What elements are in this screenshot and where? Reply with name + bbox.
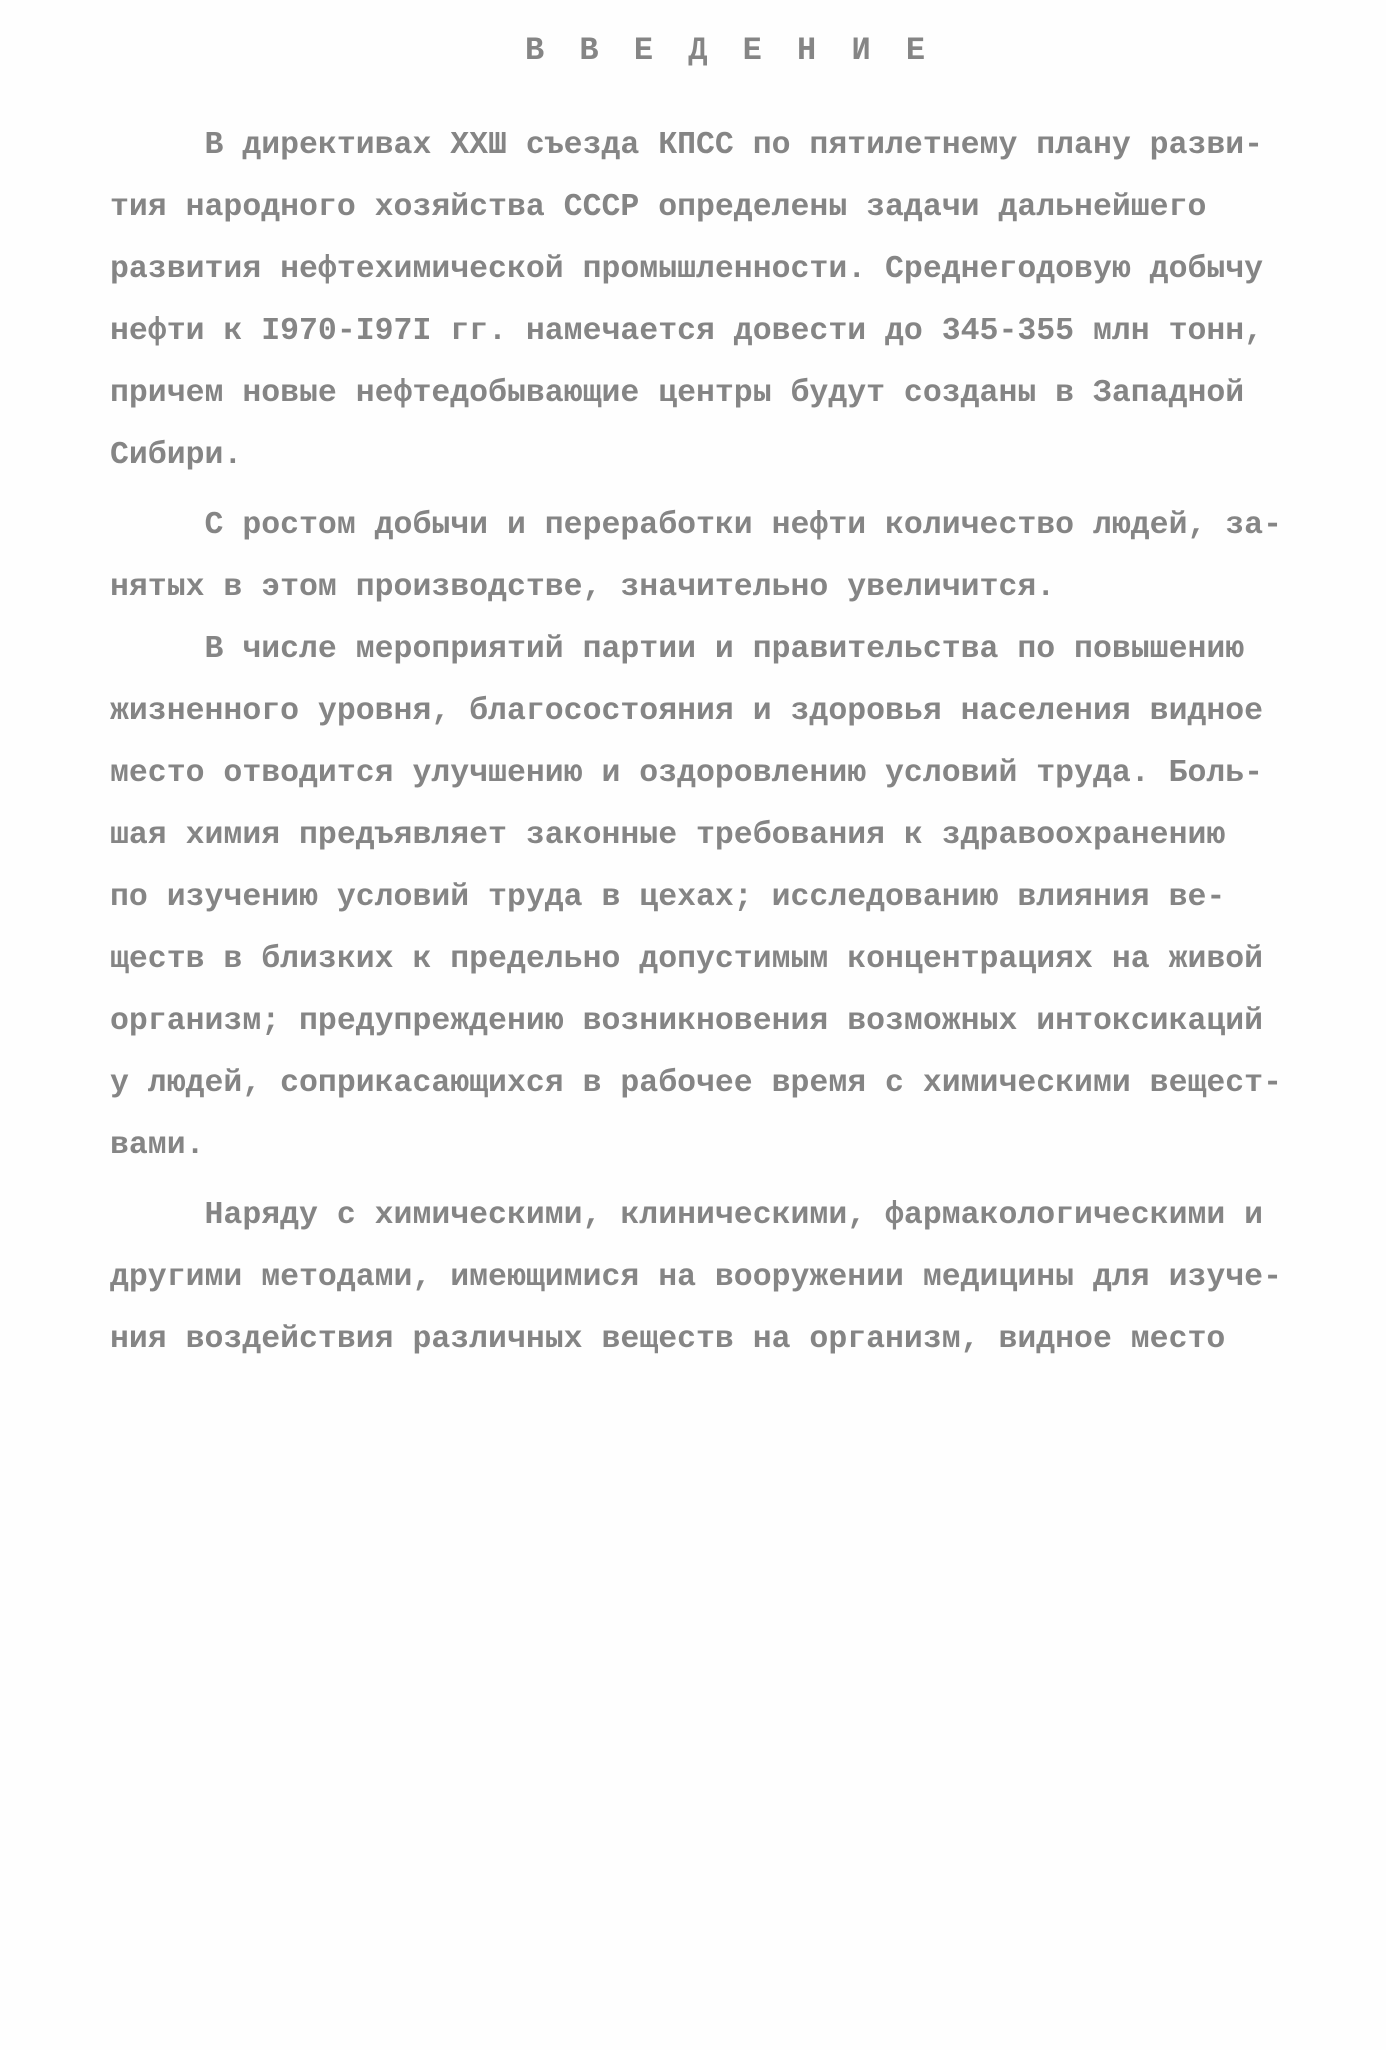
text-line-5: причем новые нефтедобывающие центры будут созданы в Западной bbox=[110, 376, 1245, 411]
text-line-1: В директивах XXШ съезда КПСС по пятилетнему плану разви- bbox=[110, 128, 1264, 163]
text-line-4: нефти к I970-I97I гг. намечается довести до 345-355 млн тонн, bbox=[110, 314, 1264, 349]
text-line-10: жизненного уровня, благосостояния и здоровья населения видное bbox=[110, 694, 1264, 729]
text-line-2: тия народного хозяйства СССР определены задачи дальнейшего bbox=[110, 190, 1207, 225]
text-line-11: место отводится улучшению и оздоровлению условий труда. Боль- bbox=[110, 756, 1264, 791]
page-title: В В Е Д Е Н И Е bbox=[525, 32, 934, 69]
text-line-6: Сибири. bbox=[110, 438, 243, 473]
text-line-9: В числе мероприятий партии и правительства по повышению bbox=[110, 632, 1245, 667]
text-line-12: шая химия предъявляет законные требования к здравоохранению bbox=[110, 818, 1226, 853]
text-line-7: С ростом добычи и переработки нефти количество людей, за- bbox=[110, 508, 1282, 543]
text-line-15: организм; предупреждению возникновения возможных интоксикаций bbox=[110, 1004, 1264, 1039]
text-line-20: ния воздействия различных веществ на организм, видное место bbox=[110, 1322, 1226, 1357]
text-line-17: вами. bbox=[110, 1128, 205, 1163]
text-line-14: ществ в близких к предельно допустимым концентрациях на живой bbox=[110, 942, 1264, 977]
text-line-16: у людей, соприкасающихся в рабочее время с химическими вещест- bbox=[110, 1066, 1282, 1101]
text-line-13: по изучению условий труда в цехах; исследованию влияния ве- bbox=[110, 880, 1226, 915]
text-line-3: развития нефтехимической промышленности. Среднегодовую добычу bbox=[110, 252, 1264, 287]
text-line-18: Наряду с химическими, клиническими, фармакологическими и bbox=[110, 1198, 1264, 1233]
text-line-8: нятых в этом производстве, значительно увеличится. bbox=[110, 570, 1056, 605]
text-line-19: другими методами, имеющимися на вооружении медицины для изуче- bbox=[110, 1260, 1282, 1295]
